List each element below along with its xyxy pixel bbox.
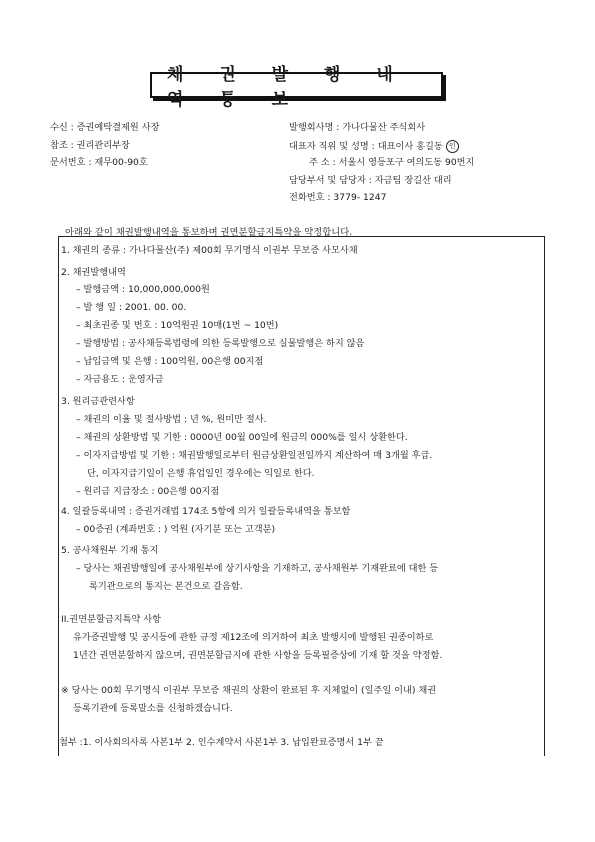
representative-line xyxy=(289,140,459,153)
fund-purpose: – 자금용도 : 운영자금 xyxy=(76,374,164,385)
cancellation-note-2: 등록기관에 등록말소를 신청하겠습니다. xyxy=(73,703,233,714)
securities-account: – 00증권 (계좌번호 : ) 억원 (자기분 또는 고객분) xyxy=(76,524,276,535)
issue-method: – 발행방법 : 공사채등록법령에 의한 등록발행으로 실물발행은 하지 않음 xyxy=(76,338,365,349)
issue-amount: – 발행금액 : 10,000,000,000원 xyxy=(76,284,210,295)
cancellation-note-1: ※ 당사는 00회 무기명식 이권부 무보증 채권의 상환이 완료된 후 지체없이 (일주일 이내) 채권 xyxy=(61,685,437,696)
recipient-line: 수신 : 증권예탁결제원 사장 xyxy=(50,122,160,133)
section-3-title: 3. 원리금관련사항 xyxy=(61,396,135,407)
address-line: 주 소 : 서울시 영등포구 여의도동 90번지 xyxy=(309,157,475,168)
issue-date: – 발 행 일 : 2001. 00. 00. xyxy=(76,302,187,313)
payment-place: – 원리금 지급장소 : 00은행 00지점 xyxy=(76,486,220,497)
content-frame xyxy=(58,236,545,756)
interest-rate: – 채권의 이율 및 절사방법 : 년 %, 원미만 절사. xyxy=(76,414,267,425)
contact-line: 담당부서 및 담당자 : 자금팀 장길산 대리 xyxy=(289,175,452,186)
section-5-title: 5. 공사채원부 기재 통지 xyxy=(61,545,159,556)
section-4-title: 4. 일괄등록내역 : 증권거래법 174조 5항에 의거 일괄등록내역을 통보함 xyxy=(61,506,351,517)
no-split-clause-1: 유가증권발행 및 공시등에 관한 규정 제12조에 의거하여 최초 발행시에 발행된 권종이하로 xyxy=(73,632,434,643)
ledger-notice-2: 록기관으로의 통지는 본건으로 갈음함. xyxy=(89,581,243,592)
section-ii-title: II.권면분할금지특약 사항 xyxy=(61,614,162,625)
interest-payment: – 이자지급방법 및 기한 : 채권발행일로부터 원금상환일전일까지 계산하여 매 3개월 후급. xyxy=(76,450,433,461)
payment-bank: – 납입금액 및 은행 : 100억원, 00은행 00지점 xyxy=(76,356,264,367)
document-title: 채 권 발 행 내 역 통 보 xyxy=(150,72,443,98)
reference-line: 참조 : 권리관리부장 xyxy=(50,140,130,151)
ledger-notice-1: – 당사는 채권발행일에 공사채원부에 상기사항을 기재하고, 공사채원부 기재완료에 대한 등 xyxy=(76,563,439,574)
section-1-bond-type: 1. 채권의 종류 : 가나다물산(주) 제00회 무기명식 이권부 무보증 사모사채 xyxy=(61,245,358,256)
doc-number-line: 문서번호 : 재무00-90호 xyxy=(50,157,148,168)
interest-payment-note: 단, 이자지급기일이 은행 휴업일인 경우에는 익일로 한다. xyxy=(87,468,315,479)
repayment-method: – 채권의 상환방법 및 기한 : 0000년 00월 00일에 원금의 000%를 일시 상환한다. xyxy=(76,432,408,443)
representative-text: 대표자 직위 및 성명 : 대표이사 홍길동 xyxy=(289,141,443,152)
intro-text: 아래와 같이 채권발행내역을 통보하며 권면분할금지특약을 약정합니다. xyxy=(65,227,353,238)
denomination: – 최초권종 및 번호 : 10억원권 10매(1번 ~ 10번) xyxy=(76,320,279,331)
issuer-name-line: 발행회사명 : 가나다물산 주식회사 xyxy=(289,122,426,133)
section-2-title: 2. 채권발행내역 xyxy=(61,267,126,278)
seal-mark: 인 xyxy=(446,140,459,153)
attachments-line: 첨부 :1. 이사회의사록 사본1부 2. 인수계약서 사본1부 3. 납입완료증명서 1부 끝 xyxy=(59,737,384,748)
phone-line: 전화번호 : 3779- 1247 xyxy=(289,192,387,203)
no-split-clause-2: 1년간 권면분할하지 않으며, 권면분할금지에 관한 사항을 등록필증상에 기재 할 것을 약정함. xyxy=(73,650,443,661)
